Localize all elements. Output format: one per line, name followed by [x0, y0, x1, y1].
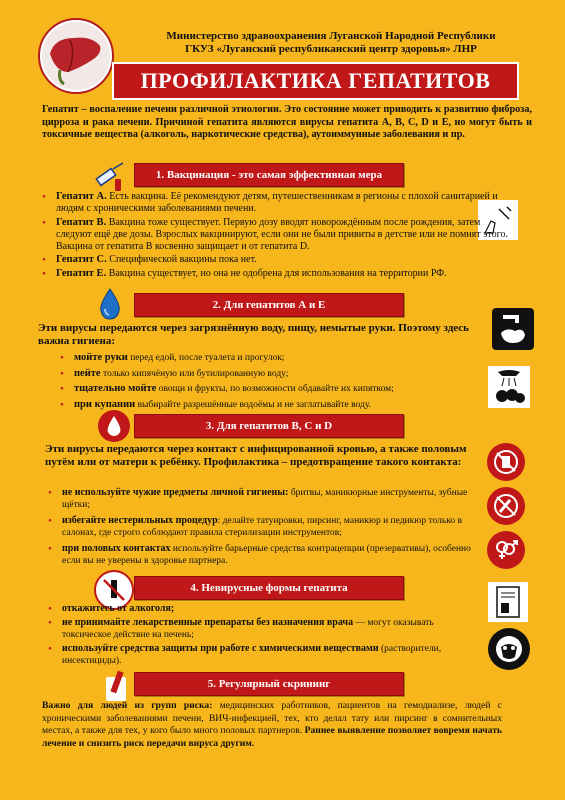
- food-washing-icon: [488, 366, 530, 408]
- section3-lead: Эти вирусы передаются через контакт с инфицированной кровью, а также половым путём или от матери к ребёнку. Профилактика – предотвращение такого контакта:: [45, 443, 467, 468]
- gas-mask-icon: [488, 628, 530, 670]
- organization-header: [116, 30, 546, 56]
- list-item: • тщательно мойте овощи и фрукты, по возможности обдавайте их кипятком;: [58, 383, 478, 396]
- no-tools-icon: [487, 487, 525, 525]
- hand-washing-icon: [492, 308, 534, 350]
- section-hepatitis-bcd-header: 3. Для гепатитов В, С и D: [134, 414, 404, 438]
- blood-drop-icon: [98, 410, 130, 442]
- list-item: • пейте только кипячёную или бутилированную воду;: [58, 368, 478, 381]
- section-vaccination-header: 1. Вакцинация - это самая эффективная мера: [134, 163, 404, 187]
- test-tube-icon: [98, 668, 134, 704]
- liver-icon: [38, 18, 114, 94]
- list-item: • избегайте нестерильных процедур: делайте татуировки, пирсинг, маникюр и педикюр только в салонах, где строго соблюдают правила стерилизации инструментов;: [46, 515, 486, 539]
- vaccination-list: [40, 191, 510, 281]
- list-item: • Гепатит А. Есть вакцина. Её рекомендуют детям, путешественникам в регионы с плохой санитарией и людям с хроническими заболеваниями печени.: [40, 191, 510, 216]
- section-screening-header: 5. Регулярный скрининг: [134, 672, 404, 696]
- list-item: • при купании выбирайте разрешённые водоёмы и не заглатывайте воду.: [58, 399, 478, 412]
- prescription-icon: [488, 582, 528, 622]
- screening-text: Важно для людей из групп риска: медицинских работников, пациентов на гемодиализе, людей с хроническими заболеваниями печени, ВИЧ-инфекцией, тех, кто делал тату или пирсинг в сомнительных местах, а также для тех, у кого было много половых партнеров. Раннее выявление позволяет вовремя начать лечение и снизить риск передачи вируса другим.: [42, 700, 503, 749]
- list-item: • Гепатит Е. Вакцина существует, но она не одобрена для использования на территории РФ.: [40, 268, 510, 280]
- water-drop-icon: [92, 286, 128, 322]
- list-item: • не принимайте лекарственные препараты без назначения врача — могут оказывать токсическое действие на печень;: [46, 617, 481, 641]
- ministry-line: Министерство здравоохранения Луганской Народной Республики: [166, 30, 496, 42]
- list-item: • при половых контактах используйте барьерные средства контрацепции (презервативы), особенно если вы не уверены в здоровье партнера.: [46, 543, 486, 567]
- gender-icon: [487, 531, 525, 569]
- nonviral-list: [46, 603, 481, 669]
- list-item: • мойте руки перед едой, после туалета и прогулок;: [58, 352, 478, 365]
- page-title: ПРОФИЛАКТИКА ГЕПАТИТОВ: [112, 62, 519, 100]
- list-item: • Гепатит С. Специфической вакцины пока нет.: [40, 254, 510, 266]
- center-line: ГКУЗ «Луганский республиканский центр здоровья» ЛНР: [185, 43, 477, 55]
- list-item: • используйте средства защиты при работе с химическими веществами (растворители, инсектициды).: [46, 643, 481, 667]
- section-nonviral-header: 4. Невирусные формы гепатита: [134, 576, 404, 600]
- intro-text: Гепатит – воспаление печени различной этиологии. Это состояние может приводить к развитию фиброза, цирроза и рака печени. Причиной гепатита являются вирусы гепатита А, В, С, D и Е, но могут быть и токсичные вещества (алкоголь, наркотические средства), аутоиммунные заболевания и пр.: [42, 104, 532, 140]
- list-item: • Гепатит В. Вакцина тоже существует. Первую дозу вводят новорождённым после рождения, затем следуют ещё две дозы. Взрослых вакцинируют, если они не были привиты в детстве или не помнят этого. Вакцина от гепатита В косвенно защищает и от гепатита D.: [40, 217, 510, 254]
- list-item: • не используйте чужие предметы личной гигиены: бритвы, маникюрные инструменты, зубные щётки;: [46, 487, 486, 511]
- hygiene-list: [58, 352, 478, 414]
- no-sharing-icon: [487, 443, 525, 481]
- section2-lead: Эти вирусы передаются через загрязнённую воду, пищу, немытые руки. Поэтому здесь важна гигиена:: [38, 322, 470, 347]
- blood-contact-list: [46, 487, 486, 571]
- list-item: • откажитесь от алкоголя;: [46, 603, 481, 615]
- section-hepatitis-ae-header: 2. Для гепатитов А и Е: [134, 293, 404, 317]
